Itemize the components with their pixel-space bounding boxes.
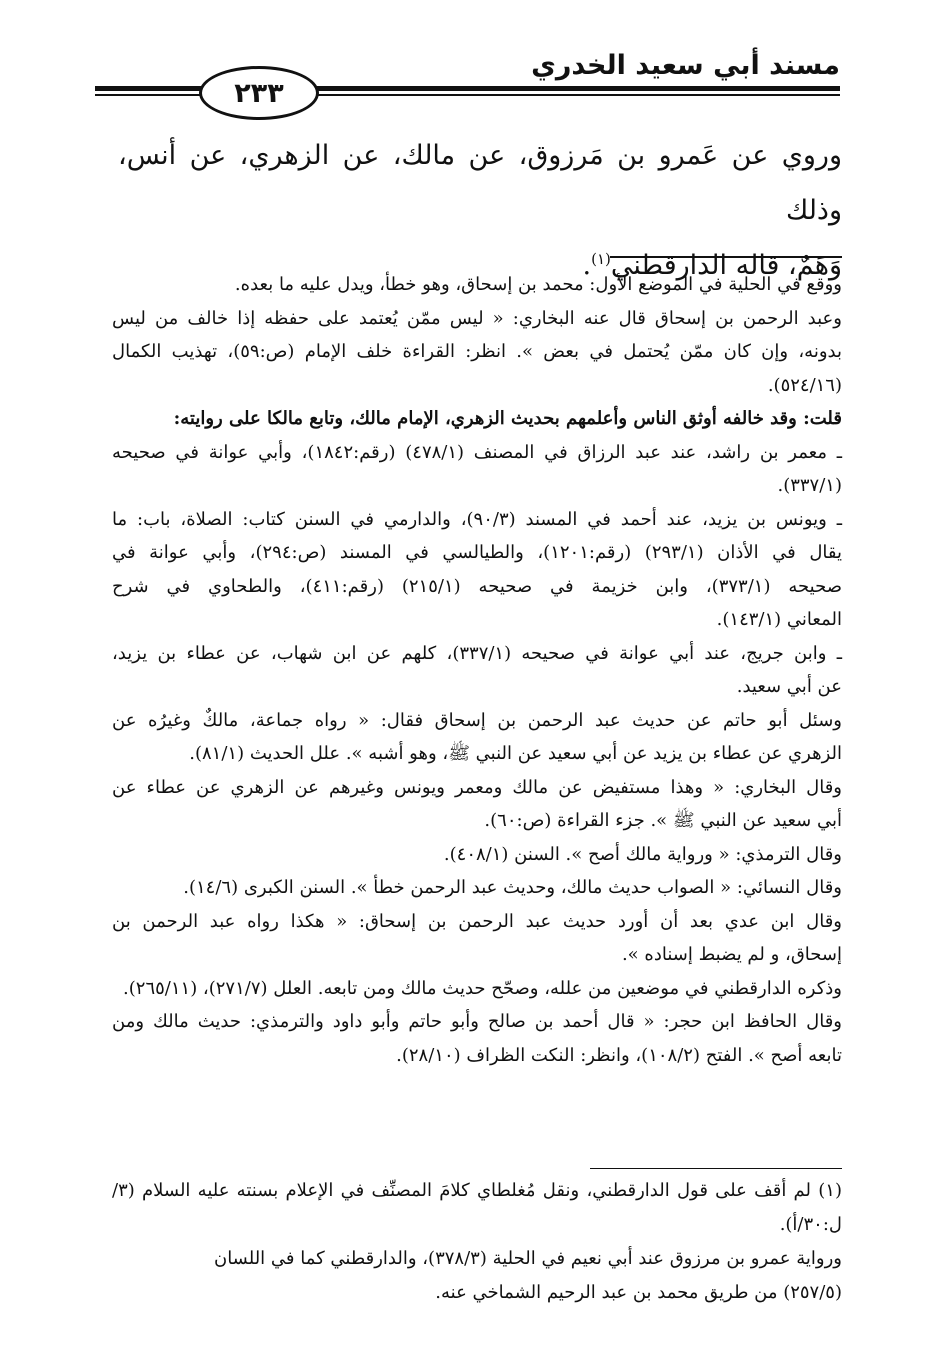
line-text: وقال البخاري: « وهذا مستفيض عن مالك ومعمر ويونس وغيرهم عن الزهري عن عطاء عن bbox=[112, 776, 842, 798]
line-text: أبي سعيد عن النبي ﷺ ». جزء القراءة (ص:٦٠). bbox=[484, 810, 842, 831]
note-paragraph bbox=[112, 268, 842, 302]
line-text: وسئل أبو حاتم عن حديث عبد الرحمن بن إسحاق فقال: « رواه جماعة، مالكٌ وغيرُه عن bbox=[112, 709, 842, 731]
note-paragraph bbox=[112, 905, 842, 972]
page-number-badge bbox=[199, 66, 319, 120]
text-line bbox=[112, 268, 842, 302]
page-number: ٢٣٣ bbox=[234, 77, 284, 109]
note-paragraph bbox=[112, 637, 842, 704]
text-line bbox=[112, 1174, 842, 1242]
line-text: (٣٣٧/١). bbox=[777, 475, 842, 496]
line-text: لم أقف على قول الدارقطني، ونقل مُغلطاي كلامَ المصنِّف في الإعلام بسنته عليه السلام (٣/ل:٣٠/أ). bbox=[112, 1180, 842, 1235]
footnote-separator bbox=[590, 1168, 842, 1169]
text-line bbox=[112, 536, 842, 570]
line-text: ورواية عمرو بن مرزوق عند أبي نعيم في الحلية (٣٧٨/٣)، والدارقطني كما في اللسان bbox=[213, 1248, 842, 1269]
line-text: يقال في الأذان (٢٩٣/١) (رقم:١٢٠١)، والطيالسي في المسند (ص:٢٩٤)، وأبي عوانة في bbox=[112, 542, 843, 563]
text-line bbox=[112, 503, 842, 537]
line-text: المعاني (١٤٣/١). bbox=[716, 609, 842, 630]
note-paragraph bbox=[112, 1005, 842, 1072]
book-title: مسند أبي سعيد الخدري bbox=[521, 48, 840, 84]
footnote-reference: (١) bbox=[591, 250, 611, 268]
line-text: وقال الحافظ ابن حجر: « قال أحمد بن صالح وأبو حاتم وأبو داود والترمذي: حديث مالك ومن bbox=[112, 1011, 842, 1032]
line-text: قلت: وقد خالفه أوثق الناس وأعلمهم بحديث الزهري، الإمام مالك، وتابع مالكا على روايته: bbox=[173, 408, 842, 429]
note-paragraph bbox=[112, 871, 842, 905]
note-paragraph bbox=[112, 402, 842, 436]
text-line bbox=[112, 1242, 842, 1276]
footnotes bbox=[112, 1174, 842, 1310]
text-line bbox=[112, 369, 842, 403]
note-paragraph bbox=[112, 704, 842, 771]
line-text: بدونه، وإن كان ممّن يُحتمل في بعض ». انظر: القراءة خلف الإمام (ص:٥٩)، تهذيب الكمال bbox=[112, 341, 842, 362]
note-paragraph bbox=[112, 838, 842, 872]
footnote-paragraph bbox=[112, 1242, 842, 1310]
footnote-number: (١) bbox=[818, 1180, 842, 1201]
line-text: ووقع في الحلية في الموضع الأول: محمد بن إسحاق، وهو خطأ، ويدل عليه ما بعده. bbox=[234, 274, 842, 295]
text-line bbox=[112, 1276, 842, 1310]
line-text: الزهري عن عطاء بن يزيد عن أبي سعيد عن النبي ﷺ، وهو أشبه ». علل الحديث (٨١/١). bbox=[189, 743, 842, 764]
main-text-line-2-body: وَهَمٌ، قاله الدارقطني bbox=[610, 250, 842, 281]
line-text: ـ وابن جريج، عند أبي عوانة في صحيحه (٣٣٧/١)، كلهم عن ابن شهاب، عن عطاء بن يزيد، bbox=[112, 642, 842, 664]
text-line bbox=[112, 402, 842, 436]
text-line bbox=[112, 737, 842, 771]
footnote-paragraph bbox=[112, 1174, 842, 1242]
text-line bbox=[112, 469, 842, 503]
text-line bbox=[112, 871, 842, 905]
line-text: وقال النسائي: « الصواب حديث مالك، وحديث عبد الرحمن خطأ ». السنن الكبرى (١٤/٦). bbox=[183, 877, 842, 898]
text-line bbox=[112, 637, 842, 671]
line-text: عن أبي سعيد. bbox=[736, 676, 842, 697]
main-text-line-1: وروي عن عَمرو بن مَرزوق، عن مالك، عن الزهري، عن أنس، وذلك bbox=[118, 140, 842, 226]
main-text-separator bbox=[610, 256, 842, 258]
line-text: ـ معمر بن راشد، عند عبد الرزاق في المصنف (٤٧٨/١) (رقم:١٨٤٢)، وأبي عوانة في صحيحه bbox=[112, 441, 842, 463]
text-line bbox=[112, 838, 842, 872]
text-line bbox=[112, 436, 842, 470]
line-text: ـ ويونس بن يزيد، عند أحمد في المسند (٩٠/٣)، والدارمي في السنن كتاب: الصلاة، باب: ما bbox=[112, 508, 842, 530]
note-paragraph bbox=[112, 436, 842, 503]
note-paragraph bbox=[112, 503, 842, 637]
line-text: (٢٥٧/٥) من طريق محمد بن عبد الرحيم الشماخي عنه. bbox=[435, 1282, 842, 1303]
line-text: وعبد الرحمن بن إسحاق قال عنه البخاري: « ليس ممّن يُعتمد على حفظه إذا خالف من ليس bbox=[112, 307, 842, 329]
text-line bbox=[112, 670, 842, 704]
text-line bbox=[112, 804, 842, 838]
text-line bbox=[112, 335, 842, 369]
line-text: وقال ابن عدي بعد أن أورد حديث عبد الرحمن بن إسحاق: « هكذا رواه عبد الرحمن بن bbox=[112, 910, 842, 932]
line-text: تابعه أصح ». الفتح (١٠٨/٢)، وانظر: النكت الظراف (٢٨/١٠). bbox=[396, 1044, 842, 1066]
note-paragraph bbox=[112, 972, 842, 1006]
line-text: وذكره الدارقطني في موضعين من علله، وصحّح حديث مالك ومن تابعه. العلل (٢٧١/٧)، (٢٦٥/١١). bbox=[123, 977, 842, 999]
main-text-period: . bbox=[582, 250, 592, 281]
text-line bbox=[112, 771, 842, 805]
text-line bbox=[112, 938, 842, 972]
note-paragraph bbox=[112, 771, 842, 838]
text-line bbox=[112, 302, 842, 336]
text-line bbox=[112, 972, 842, 1006]
commentary-notes bbox=[112, 268, 842, 1072]
text-line bbox=[112, 603, 842, 637]
text-line bbox=[112, 1005, 842, 1039]
line-text: (٥٢٤/١٦). bbox=[767, 374, 842, 396]
text-line bbox=[112, 704, 842, 738]
text-line bbox=[112, 570, 842, 604]
note-paragraph bbox=[112, 302, 842, 403]
line-text: صحيحه (٣٧٣/١)، وابن خزيمة في صحيحه (٢١٥/١) (رقم:٤١١)، والطحاوي في شرح bbox=[112, 575, 842, 597]
line-text: وقال الترمذي: « ورواية مالك أصح ». السنن (٤٠٨/١). bbox=[443, 843, 842, 865]
text-line bbox=[112, 905, 842, 939]
text-line bbox=[112, 1039, 842, 1073]
line-text: إسحاق، و لم يضبط إسناده ». bbox=[621, 944, 842, 965]
